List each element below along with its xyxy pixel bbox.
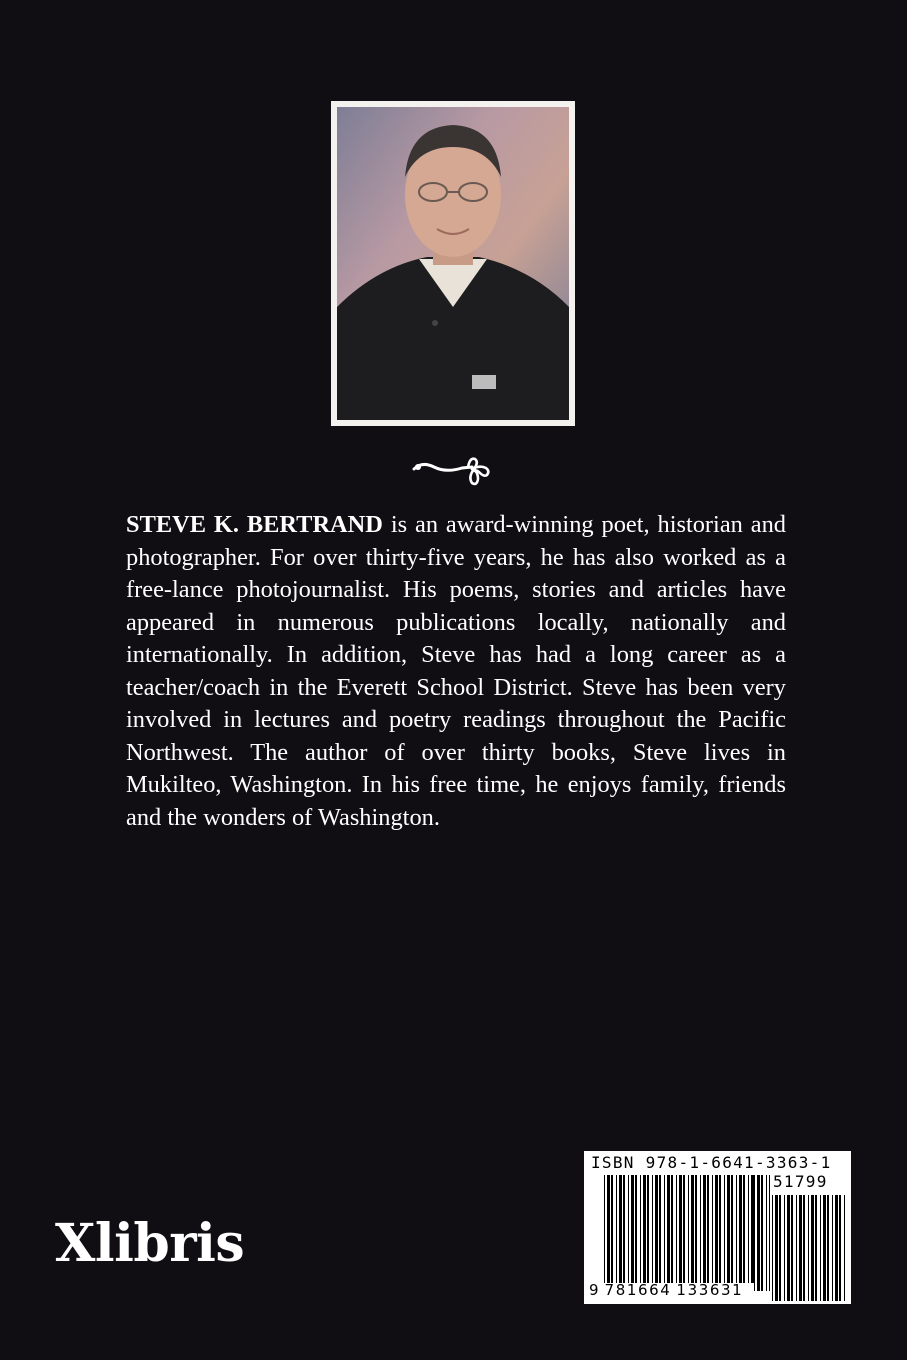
ean-digits	[589, 1281, 743, 1299]
price-code: 51799	[773, 1172, 828, 1191]
isbn-barcode	[584, 1151, 851, 1304]
author-name: STEVE K. BERTRAND	[126, 511, 383, 538]
ean-right-group: 133631	[676, 1281, 744, 1299]
isbn-label: ISBN 978-1-6641-3363-1	[591, 1153, 832, 1172]
author-photo	[337, 107, 569, 420]
author-bio-text: is an award-winning poet, historian and photographer. For over thirty-five years, he has also worked as a free-lance photojournalist. His poems, stories and articles have appeared in numerous publications locally, nationally and internationally. In addition, Steve has had a long career as a teacher/coach in the Everett School District. Steve has been very involved in lectures and poetry readings throughout the Pacific Northwest. The author of over thirty books, Steve lives in Mukilteo, Washington. In his free time, he enjoys family, friends and the wonders of Washington.	[126, 511, 786, 831]
author-photo-frame	[331, 101, 575, 426]
flourish-ornament-icon	[412, 455, 494, 489]
publisher-logo: Xlibris	[55, 1213, 245, 1274]
ean-first-digit: 9	[589, 1281, 599, 1299]
author-bio	[126, 509, 786, 834]
ean-left-group: 781664	[604, 1281, 672, 1299]
